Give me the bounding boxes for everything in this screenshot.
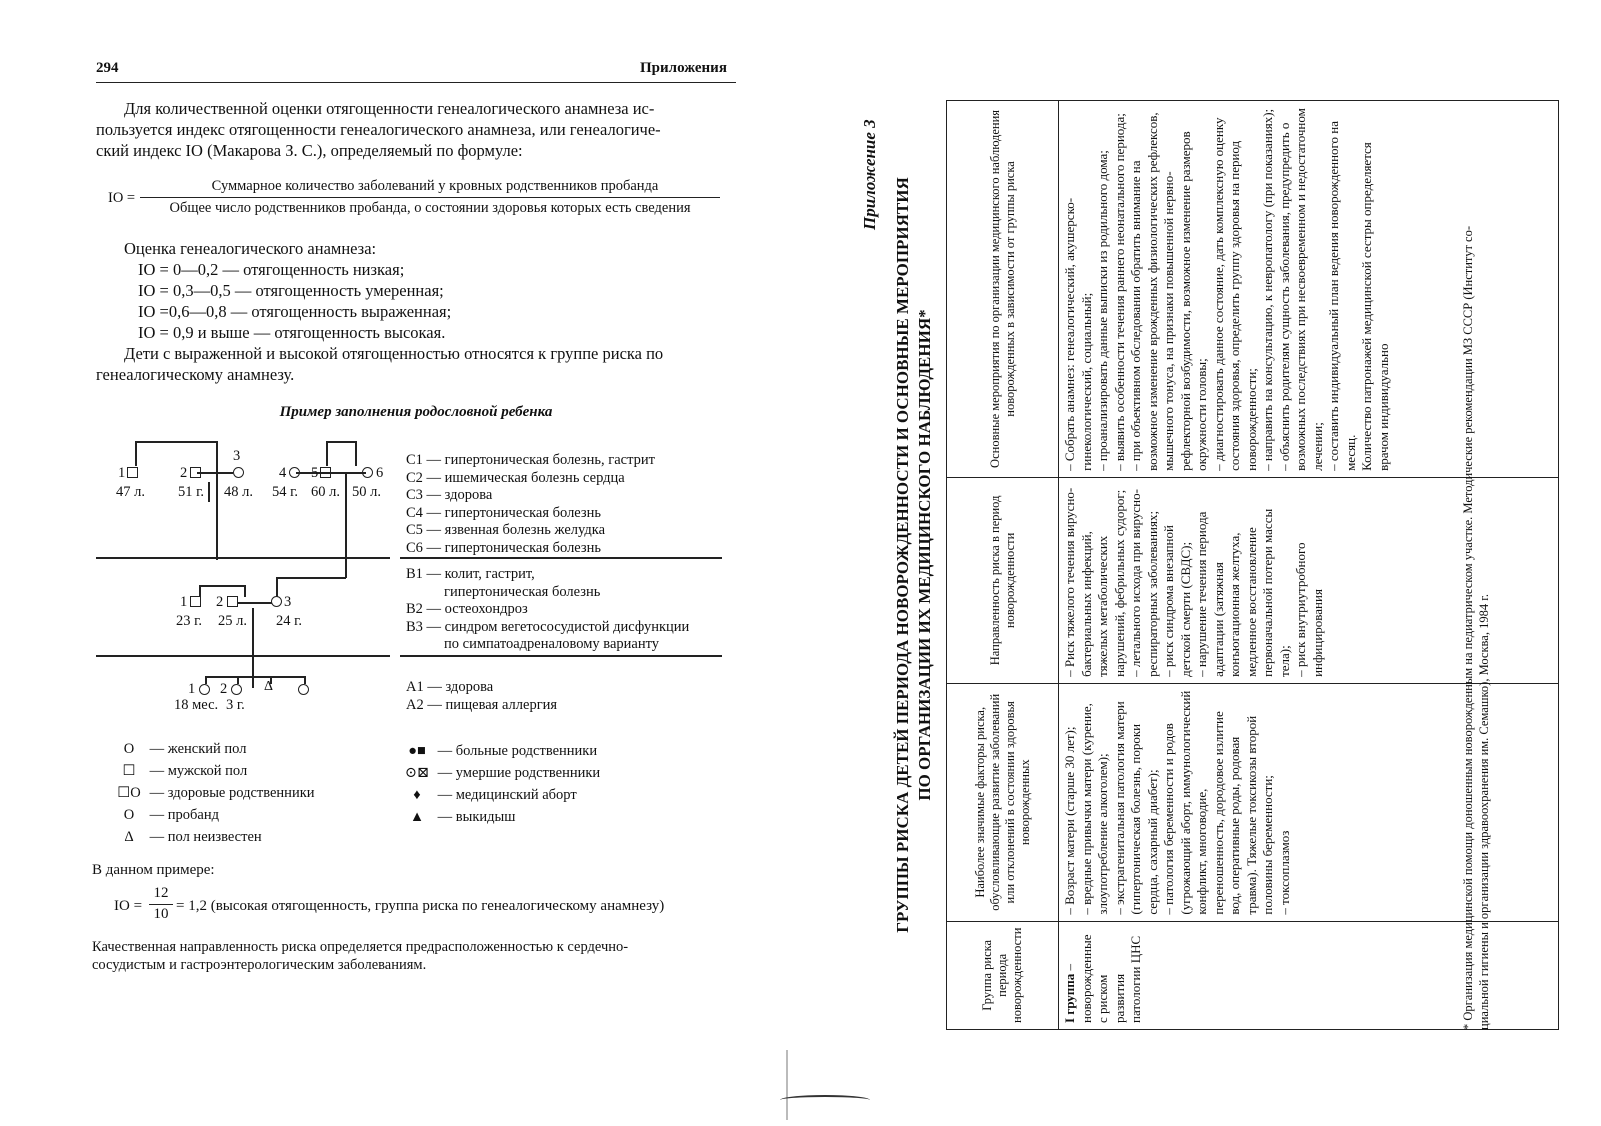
gen2-label: 2 — [216, 594, 224, 610]
legend-text: — женский пол — [149, 741, 247, 757]
conclusion-line: Дети с выраженной и высокой отягощенностью относятся к группе риска по — [124, 344, 664, 363]
gen2-note: В2 — остеохондроз — [406, 601, 528, 617]
header-cell: Основные мероприятия по организации медицинского наблюдения новорожденных в зависимости от группы риска — [947, 101, 1059, 478]
formula-denominator: Общее число родственников пробанда, о состоянии здоровья которых есть сведения — [169, 200, 691, 216]
measure-line: Количество патронажей медицинской сестры определяется врачом индивидуально — [1359, 142, 1391, 471]
gen1-note: С2 — ишемическая болезнь сердца — [406, 469, 625, 486]
legend-item — [400, 740, 600, 762]
example-numerator: 12 — [153, 885, 169, 901]
female-symbol — [362, 467, 373, 478]
legend-symbol: ●■ — [408, 743, 426, 759]
legend-item — [112, 738, 315, 760]
pedigree-line — [326, 441, 328, 466]
gen2-note: по симпатоадреналовому варианту — [444, 636, 659, 652]
gen1-label: 6 — [376, 465, 384, 481]
header-rule — [96, 82, 736, 83]
legend-text: — выкидыш — [437, 809, 516, 825]
legend-item — [112, 826, 315, 848]
gen2-note: В3 — синдром вегетососудистой дисфункции — [406, 618, 690, 635]
direction-line: – Риск тяжелого течения вирусно-бактериальных инфекций, тяжелых метаболических нарушений, фебрильных судорог; — [1062, 487, 1127, 677]
gen2-note: В1 — колит, гастрит, — [406, 566, 535, 582]
pedigree-line — [237, 676, 239, 684]
pedigree-line — [355, 441, 357, 466]
legend-text: — больные родственники — [437, 743, 598, 759]
group-rest: – новорожденные с риском развития патологии ЦНС — [1062, 934, 1143, 1023]
example-heading: В данном примере: — [92, 862, 215, 878]
gen1-age: 60 л. — [311, 484, 340, 500]
gen1-note: С1 — гипертоническая болезнь, гастрит — [406, 452, 655, 468]
footnote — [1460, 100, 1492, 1030]
gen1-age: 50 л. — [352, 484, 381, 500]
male-symbol — [190, 467, 201, 478]
formula-bar — [140, 197, 720, 198]
legend-left — [112, 738, 315, 848]
formula-numerator: Суммарное количество заболеваний у кровных родственников пробанда — [211, 178, 659, 194]
legend-text: — пробанд — [149, 807, 219, 823]
legend-text: — мужской пол — [149, 763, 248, 779]
gen3-age: 18 мес. — [174, 697, 219, 713]
measure-line: – при объективном обследовании обратить внимание на возможное изменение врожденных физиологических рефлексов, мышечного тонуса, на признаки повышенной нервно-рефлекторной возбудимости, возможное изменение размеров окружности головы; — [1128, 112, 1209, 471]
pedigree-line — [276, 577, 346, 579]
legend-symbol: ☐О — [117, 785, 141, 801]
running-head: Приложения — [640, 60, 727, 76]
measure-line: – объяснить родителям сущность заболевания, предупредить о возможных последствиях при несвоевременном и недостаточном лечении; — [1276, 108, 1325, 471]
pedigree-line — [205, 676, 305, 678]
factor-line: – вредные привычки матери (курение, злоупотребление алкоголем); — [1078, 703, 1110, 915]
intro-line: ский индекс IO (Макарова З. С.), определяемый по формуле: — [96, 141, 523, 160]
direction-line: – летального исхода при вирусно-респираторных заболеваниях; — [1128, 489, 1160, 677]
gen3-age: 3 г. — [226, 697, 245, 713]
legend-item — [400, 762, 600, 784]
legend-symbol: ⊙⊠ — [404, 765, 430, 781]
female-symbol — [199, 684, 210, 695]
page-number: 294 — [96, 60, 119, 76]
gen2-label: 1 — [180, 594, 188, 610]
title-line: ПО ОРГАНИЗАЦИИ ИХ МЕДИЦИНСКОГО НАБЛЮДЕНИЯ* — [915, 309, 934, 801]
pedigree-line — [296, 472, 366, 474]
gen2-age: 23 г. — [176, 613, 203, 629]
gen3-note: А2 — пищевая аллергия — [406, 696, 558, 713]
legend-symbol: Δ — [124, 829, 134, 845]
direction-line: – риск внутриутробного инфицирования — [1293, 542, 1325, 677]
gen1-note: С6 — гипертоническая болезнь — [406, 539, 602, 556]
legend-item — [112, 782, 315, 804]
gen1-note: С4 — гипертоническая болезнь — [406, 504, 602, 521]
factor-line: – токсоплазмоз — [1276, 830, 1292, 915]
assessment-item: IO = 0—0,2 — отягощенность низкая; — [138, 260, 405, 279]
male-symbol — [227, 596, 238, 607]
pedigree-line — [345, 502, 347, 578]
left-page — [0, 0, 790, 1126]
gen3-label: 2 — [220, 681, 228, 697]
pedigree-line — [208, 482, 210, 502]
legend-text: — здоровые родственники — [149, 785, 315, 801]
header-cell: Группа риска периода новорожденности — [947, 921, 1059, 1029]
footnote-line: * Организация медицинской помощи доношенным новорожденным на педиатрическом участке. Методические рекомендации МЗ СССР (Институт со- — [1461, 225, 1475, 1030]
closing-paragraph — [92, 938, 732, 974]
pedigree-title: Пример заполнения родословной ребенка — [279, 404, 553, 420]
footnote-line: циальной гигиены и организации здравоохранения им. Семашко), Москва, 1984 г. — [1477, 593, 1491, 1030]
conclusion-line: генеалогическому анамнезу. — [96, 365, 295, 384]
table-header-row — [947, 101, 1059, 1030]
assessment-item: IO = 0,3—0,5 — отягощенность умеренная; — [138, 281, 444, 300]
gen1-label: 1 — [118, 465, 126, 481]
legend-right — [400, 740, 600, 828]
female-symbol — [231, 684, 242, 695]
pedigree-line — [238, 602, 272, 604]
gen1-age: 47 л. — [116, 484, 145, 500]
gen3-note: А1 — здорова — [406, 679, 494, 695]
pedigree-line — [197, 472, 233, 474]
gen3-label: 1 — [188, 681, 196, 697]
proband-symbol — [298, 684, 309, 695]
legend-symbol: О — [123, 741, 135, 757]
generation-divider — [400, 557, 722, 559]
intro-line: пользуется индекс отягощенности генеалогического анамнеза, или генеалогиче- — [96, 120, 661, 139]
factor-line: – патология беременности и родов (угрожающий аборт, иммунологический конфликт, многоводие, переношенность, дородовое излитие вод, оперативные роды, родовая травма). Тяжелые токсикозы второй половины беременности; — [1161, 690, 1275, 915]
assessment-block — [124, 238, 744, 343]
pedigree-line — [199, 585, 245, 587]
measure-line: – проанализировать данные выписки из родильного дома; — [1095, 150, 1110, 471]
formula-lhs: IO = — [108, 190, 136, 206]
direction-line: – нарушение течения периода адаптации (затяжная конъюгационная желтуха, медленное восстановление первоначальной потери массы тела); — [1194, 508, 1292, 677]
gen1-age: 54 г. — [272, 484, 299, 500]
gen1-age: 51 г. — [178, 484, 205, 500]
gen2-notes — [406, 566, 689, 654]
legend-item — [400, 784, 600, 806]
table-title — [892, 150, 936, 960]
pedigree-line — [135, 441, 137, 466]
closing-line: сосудистым и гастроэнтерологическим заболеваниям. — [92, 957, 427, 973]
group-bold: I группа — [1062, 973, 1077, 1023]
pedigree-line — [345, 472, 347, 502]
female-symbol — [271, 596, 282, 607]
right-page — [800, 0, 1601, 1126]
title-line: ГРУППЫ РИСКА ДЕТЕЙ ПЕРИОДА НОВОРОЖДЕННОСТИ И ОСНОВНЫЕ МЕРОПРИЯТИЯ — [893, 177, 912, 933]
factor-line: – Возраст матери (старше 30 лет); — [1062, 726, 1077, 915]
gen2-age: 24 г. — [276, 613, 303, 629]
unknown-sex-symbol: Δ — [264, 679, 274, 694]
male-symbol — [127, 467, 138, 478]
example-lhs: IO = — [114, 898, 143, 914]
header-cell: Наиболее значимые факторы риска, обусловливающие развитие заболеваний или отклонений в состоянии здоровья новорожденных — [947, 683, 1059, 921]
assessment-item: IO =0,6—0,8 — отягощенность выраженная; — [138, 302, 452, 321]
factor-line: – экстрагенитальная патология матери (гипертоническая болезнь, пороки сердца, сахарный диабет); — [1111, 701, 1160, 915]
gen1-notes — [406, 452, 655, 557]
closing-line: Качественная направленность риска определяется предрасположенностью к сердечно- — [92, 939, 629, 955]
gen3-notes — [406, 679, 557, 714]
assessment-conclusion — [96, 343, 736, 385]
gen1-label: 3 — [233, 448, 241, 464]
legend-text: — пол неизвестен — [149, 829, 262, 845]
legend-item — [112, 760, 315, 782]
measure-line: – Собрать анамнез: генеалогический, акушерско-гинекологический, социальный; — [1062, 197, 1094, 471]
assessment-heading: Оценка генеалогического анамнеза: — [124, 239, 377, 258]
intro-line: Для количественной оценки отягощенности генеалогического анамнеза ис- — [124, 99, 655, 118]
direction-line: – риск синдрома внезапной детской смерти (СВДС); — [1161, 525, 1193, 677]
gen1-note: С5 — язвенная болезнь желудка — [406, 522, 605, 538]
female-symbol — [289, 467, 300, 478]
pedigree-line — [326, 441, 356, 443]
pedigree-line — [304, 676, 306, 684]
measure-line: – диагностировать данное состояние, дать комплексную оценку состояния здоровья, определить группу здоровья на период новорожденности; — [1210, 117, 1259, 471]
example-denominator: 10 — [153, 906, 169, 922]
legend-symbol: О — [123, 807, 135, 823]
gen1-age: 48 л. — [224, 484, 253, 500]
legend-item — [400, 806, 600, 828]
page-fold — [786, 1050, 788, 1120]
generation-divider — [96, 655, 390, 657]
measure-line: – выявить особенности течения раннего неонатального периода; — [1111, 113, 1127, 471]
pedigree-line — [244, 585, 246, 597]
appendix-label: Приложение 3 — [860, 119, 879, 230]
legend-symbol: ♦ — [413, 787, 421, 803]
female-symbol — [233, 467, 244, 478]
legend-item — [112, 804, 315, 826]
legend-text: — медицинский аборт — [437, 787, 577, 803]
male-symbol — [190, 596, 201, 607]
pedigree-line — [205, 676, 207, 684]
legend-text: — умершие родственники — [437, 765, 601, 781]
pedigree-line — [276, 577, 278, 597]
example-result: = 1,2 (высокая отягощенность, группа риска по генеалогическому анамнезу) — [176, 898, 665, 914]
pedigree-line — [216, 441, 218, 560]
male-symbol — [320, 467, 331, 478]
gen1-note: С3 — здорова — [406, 487, 493, 503]
gen1-label: 5 — [311, 465, 319, 481]
example-bar — [149, 904, 173, 905]
generation-divider — [400, 655, 722, 657]
gen1-label: 2 — [180, 465, 188, 481]
header-cell: Направленность риска в период новорожденности — [947, 477, 1059, 683]
gen2-note: гипертоническая болезнь — [444, 583, 601, 600]
gen2-age: 25 л. — [218, 613, 247, 629]
legend-symbol: ▲ — [409, 809, 425, 825]
gen1-label: 4 — [279, 465, 287, 481]
gen2-label: 3 — [284, 594, 292, 610]
measure-line: – составить индивидуальный план ведения новорожденного на месяц. — [1326, 120, 1358, 471]
legend-symbol: ☐ — [122, 763, 136, 779]
measure-line: – направить на консультацию, к невропатологу (при показаниях); — [1260, 108, 1275, 471]
pedigree-line — [135, 441, 217, 443]
intro-paragraph — [96, 98, 736, 161]
assessment-item: IO = 0,9 и выше — отягощенность высокая. — [138, 323, 446, 342]
